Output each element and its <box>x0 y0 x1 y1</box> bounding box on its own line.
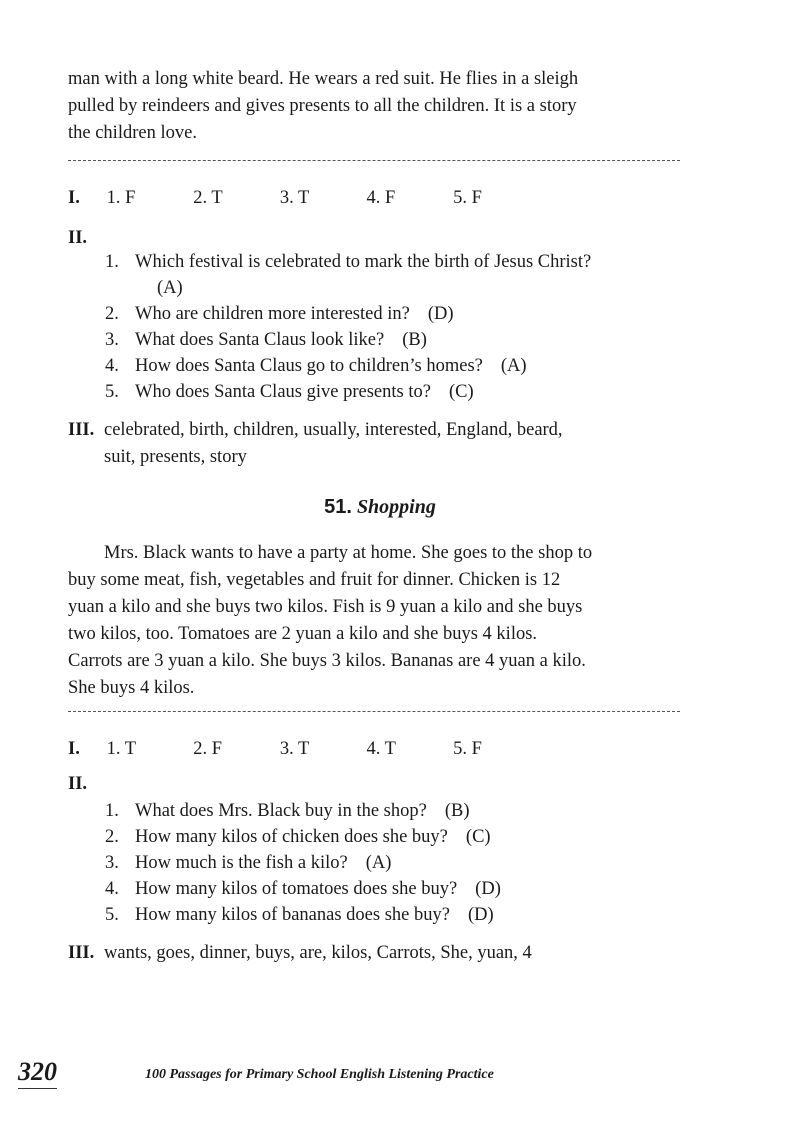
page-number: 320 <box>18 1057 57 1089</box>
tf-answer: 3. T <box>279 739 310 759</box>
section-name: Shopping <box>356 496 436 518</box>
question-number: 5. <box>105 905 119 925</box>
question-item <box>105 903 494 927</box>
question-item <box>105 328 427 352</box>
question-item <box>105 825 491 849</box>
part-label: III. <box>68 420 95 440</box>
part-label: I. <box>68 188 80 208</box>
question-number: 3. <box>105 853 119 873</box>
question-answer: (A) <box>500 356 527 376</box>
question-answer: (D) <box>467 905 494 925</box>
question-answer: (D) <box>475 879 501 899</box>
question-answer: (C) <box>465 827 491 847</box>
question-number: 1. <box>105 252 119 272</box>
section-number: 51. <box>324 496 352 518</box>
question-answer: (A) <box>157 278 183 298</box>
question-text: How many kilos of tomatoes does she buy? <box>135 879 458 899</box>
answers-51-part-1 <box>68 737 535 761</box>
tf-answer: 3. T <box>279 188 310 208</box>
question-number: 4. <box>105 356 119 376</box>
question-number: 3. <box>105 330 119 350</box>
question-text: Which festival is celebrated to mark the birth of Jesus Christ? <box>135 252 592 272</box>
tf-answer: 1. T <box>106 739 137 759</box>
question-item <box>105 354 527 378</box>
question-text: Who does Santa Claus give presents to? <box>135 382 431 402</box>
question-text: How much is the fish a kilo? <box>135 853 348 873</box>
question-number: 2. <box>105 827 119 847</box>
part-label: I. <box>68 739 80 759</box>
question-answer: (B) <box>444 801 470 821</box>
question-text: How does Santa Claus go to children’s homes? <box>135 356 483 376</box>
question-number: 4. <box>105 879 119 899</box>
passage-line: man with a long white beard. He wears a red suit. He flies in a sleigh <box>68 69 579 89</box>
tf-answer: 2. T <box>193 188 223 208</box>
answers-50-part-1 <box>68 186 535 210</box>
tf-answer: 4. F <box>366 188 396 208</box>
passage-line: buy some meat, fish, vegetables and fruit for dinner. Chicken is 12 <box>68 570 561 590</box>
question-item <box>105 302 454 326</box>
passage-51 <box>68 540 686 702</box>
question-item <box>105 877 501 901</box>
tf-answer: 2. F <box>193 739 223 759</box>
passage-line: Mrs. Black wants to have a party at home. She goes to the shop to <box>104 543 593 563</box>
passage-line: pulled by reindeers and gives presents to all the children. It is a story <box>68 96 577 116</box>
question-text: Who are children more interested in? <box>135 304 410 324</box>
question-answer: (D) <box>427 304 454 324</box>
word-list: celebrated, birth, children, usually, interested, England, beard, <box>104 420 563 440</box>
word-list-continued: suit, presents, story <box>104 447 247 467</box>
question-text: How many kilos of chicken does she buy? <box>135 827 448 847</box>
passage-line: Carrots are 3 yuan a kilo. She buys 3 kilos. Bananas are 4 yuan a kilo. <box>68 651 586 671</box>
question-text: What does Santa Claus look like? <box>135 330 385 350</box>
book-title: 100 Passages for Primary School English Listening Practice <box>145 1067 494 1082</box>
question-item <box>105 250 591 274</box>
question-number: 1. <box>105 801 119 821</box>
word-list: wants, goes, dinner, buys, are, kilos, Carrots, She, yuan, 4 <box>104 943 532 963</box>
question-text: What does Mrs. Black buy in the shop? <box>135 801 427 821</box>
question-text: How many kilos of bananas does she buy? <box>135 905 450 925</box>
passage-line: the children love. <box>68 123 197 143</box>
question-answer: (C) <box>448 382 474 402</box>
question-number: 5. <box>105 382 119 402</box>
question-item <box>105 851 391 875</box>
question-answer: (A) <box>365 853 392 873</box>
answers-51-part-2-label <box>68 772 102 796</box>
passage-50-ending <box>68 66 686 147</box>
part-label: II. <box>68 228 88 248</box>
section-title <box>0 496 760 519</box>
passage-line: two kilos, too. Tomatoes are 2 yuan a kilo and she buys 4 kilos. <box>68 624 538 644</box>
tf-answer: 1. F <box>106 188 136 208</box>
answers-51-part-3 <box>68 940 698 967</box>
tf-answer: 4. T <box>366 739 396 759</box>
question-answer: (B) <box>402 330 427 350</box>
answers-50-part-2-label <box>68 226 102 250</box>
question-item <box>105 380 474 404</box>
passage-line: yuan a kilo and she buys two kilos. Fish is 9 yuan a kilo and she buys <box>68 597 583 617</box>
dashed-divider <box>68 711 680 712</box>
passage-line: She buys 4 kilos. <box>68 678 195 698</box>
answers-50-part-3 <box>68 417 698 471</box>
question-item <box>105 799 470 823</box>
question-number: 2. <box>105 304 119 324</box>
tf-answer: 5. F <box>453 739 482 759</box>
part-label: III. <box>68 943 95 963</box>
tf-answer: 5. F <box>453 188 482 208</box>
dashed-divider <box>68 160 680 161</box>
part-label: II. <box>68 774 88 794</box>
